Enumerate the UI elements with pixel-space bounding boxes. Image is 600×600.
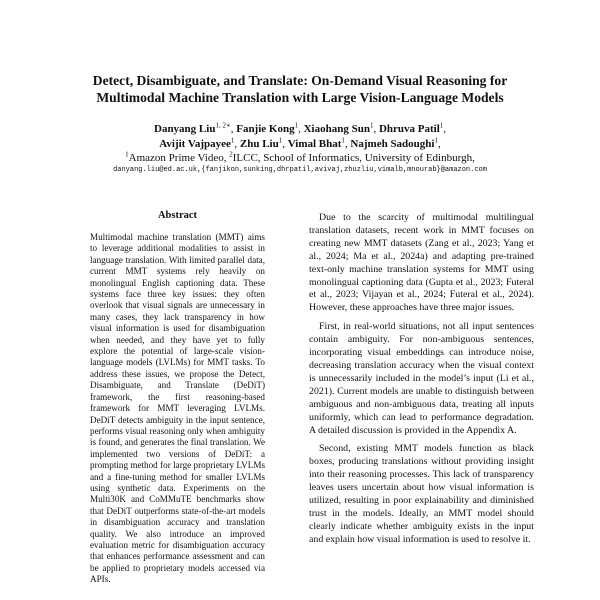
author-affiliation-mark: 1	[294, 121, 299, 130]
author-name: Fanjie Kong	[236, 123, 295, 135]
author-emails: danyang.liu@ed.ac.uk,{fanjikon,sunking,dhrpatil,avivaj,zhuzliu,vimalb,mnourab}@amazon.com	[113, 166, 487, 174]
author-name: Xiaohang Sun	[303, 123, 370, 135]
author-name: Najmeh Sadoughi	[350, 137, 435, 150]
affiliation-1: Amazon Prime Video,	[128, 152, 230, 164]
title-line-2: Multimodal Machine Translation with Large Vision-Language Models	[96, 90, 504, 105]
affiliation-mark: 1	[125, 150, 129, 159]
title-line-1: Detect, Disambiguate, and Translate: On-Demand Visual Reasoning for	[92, 73, 508, 88]
abstract-text: Multimodal machine translation (MMT) aims to leverage additional modalities to assist in language translation. With limited parallel data, current MMT systems rely heavily on monolingual English captioning data. These systems face three key issues: they often overlook that visual signals are unnecessary in many cases, they lack transparency in how visual information is used for disambiguation when needed, and they have yet to fully explore the potential of large-scale vision-language models (LVLMs) for MMT tasks. To address these issues, we propose the Detect, Disambiguate, and Translate (DeDiT) framework, the first reasoning-based framework for MMT leveraging LVLMs. DeDiT detects ambiguity in the input sentence, performs visual reasoning only when ambiguity is found, and generates the final translation. We implemented two versions of DeDiT: a prompting method for large proprietary LVLMs and a fine-tuning method for smaller LVLMs using synthetic data. Experiments on the Multi30K and CoMMuTE benchmarks show that DeDiT outperforms state-of-the-art models in disambiguation accuracy and translation quality. We also introduce an improved evaluation metric for disambiguation accuracy that enhances performance assessment and can be applied to proprietary models accessed via APIs.	[90, 232, 265, 585]
author-name: Dhruva Patil	[378, 123, 440, 135]
author-name: Vimal Bhat	[287, 137, 342, 150]
introduction-column	[309, 212, 534, 553]
author-affiliation-mark: 1	[341, 135, 345, 144]
author-block	[40, 122, 560, 166]
body-paragraph: Second, existing MMT models function as black boxes, producing translations without providing insight into their reasoning processes. This lack of transparency leaves users uncertain about how visual information is utilized, resulting in poor explainability and diminished trust in the models. Ideally, an MMT model should clearly indicate whether ambiguity exists in the input and explain how visual information is used to resolve it.	[309, 443, 534, 545]
author-line-1: Danyang Liu$^{1, 2∗}$, Fanjie Kong$^1$, Xiaohang Sun$^1$, Dhruva Patil$^1$,	[154, 121, 446, 135]
author-name: Danyang Liu	[154, 123, 216, 135]
affiliation-mark: 2	[229, 150, 233, 159]
author-affiliation-mark: 1	[439, 121, 444, 130]
affiliation-line	[40, 151, 560, 166]
author-line-2: Avijit Vajpayee$^1$, Zhu Liu$^1$, Vimal Bhat$^1$, Najmeh Sadoughi$^1$,	[159, 135, 441, 150]
paper-title	[40, 72, 560, 106]
author-affiliation-mark: 1	[369, 121, 374, 130]
author-name: Zhu Liu	[239, 137, 279, 150]
author-affiliation-mark: 1	[230, 135, 235, 144]
body-paragraph: Due to the scarcity of multimodal multilingual translation datasets, recent work in MMT focuses on creating new MMT datasets (Zang et al., 2023; Yang et al., 2024; Ma et al., 2024a) and adapting pre-trained text-only machine translation systems for MMT using monolingual captioning data (Gupta et al., 2023; Futeral et al., 2023; Vijayan et al., 2024; Futeral et al., 2024). However, these approaches have three major issues.	[309, 212, 534, 314]
author-affiliation-mark: 1	[434, 135, 438, 144]
abstract-heading: Abstract	[157, 210, 198, 221]
author-name: Avijit Vajpayee	[159, 137, 231, 150]
author-affiliation-mark: 1, 2∗	[215, 121, 231, 130]
affiliation-2: ILCC, School of Informatics, University of Edinburgh,	[232, 152, 475, 164]
body-paragraph: First, in real-world situations, not all input sentences contain ambiguity. For non-ambiguous sentences, incorporating visual embeddings can introduce noise, decreasing translation accuracy when the visual context is unnecessarily included in the model’s input (Li et al., 2021). Current models are unable to distinguish between ambiguous and non-ambiguous data, treating all inputs uniformly, which can lead to performance degradation. A detailed discussion is provided in the Appendix A.	[309, 321, 534, 436]
author-affiliation-mark: 1	[278, 135, 283, 144]
